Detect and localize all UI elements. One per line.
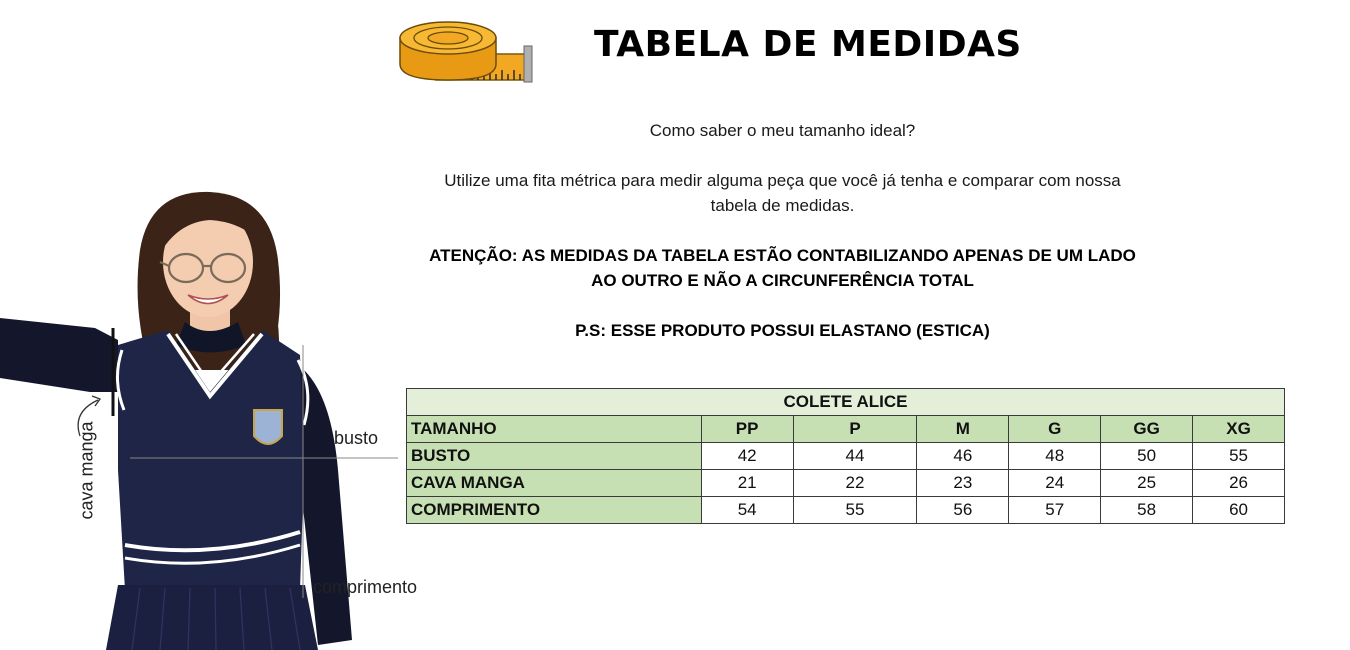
table-cell: 26	[1193, 470, 1285, 497]
measuring-instruction: Utilize uma fita métrica para medir alguma peça que você já tenha e comparar com nossa tabela de medidas.	[444, 171, 1121, 215]
row-label: COMPRIMENTO	[407, 497, 702, 524]
table-cell: 48	[1009, 443, 1101, 470]
header-size: GG	[1101, 416, 1193, 443]
table-cell: 50	[1101, 443, 1193, 470]
header-size: G	[1009, 416, 1101, 443]
table-caption-row	[407, 389, 1285, 416]
table-cell: 25	[1101, 470, 1193, 497]
table-cell: 57	[1009, 497, 1101, 524]
table-cell: 46	[917, 443, 1009, 470]
table-cell: 24	[1009, 470, 1101, 497]
header-size-label: TAMANHO	[407, 416, 702, 443]
comprimento-label: comprimento	[313, 577, 418, 597]
skirt	[106, 585, 318, 650]
table-cell: 23	[917, 470, 1009, 497]
size-question: Como saber o meu tamanho ideal?	[649, 121, 916, 140]
cava-manga-label: cava manga	[76, 421, 97, 520]
elastane-note: P.S: ESSE PRODUTO POSSUI ELASTANO (ESTICA)	[575, 321, 990, 340]
row-label: CAVA MANGA	[407, 470, 702, 497]
page-title: TABELA DE MEDIDAS	[594, 24, 1022, 65]
table-cell: 60	[1193, 497, 1285, 524]
table-cell: 42	[701, 443, 793, 470]
header-size: P	[793, 416, 917, 443]
header-size: M	[917, 416, 1009, 443]
header-size: PP	[701, 416, 793, 443]
table-row	[407, 470, 1285, 497]
size-table	[406, 388, 1285, 524]
row-label: BUSTO	[407, 443, 702, 470]
model-arm	[0, 318, 118, 392]
table-cell: 21	[701, 470, 793, 497]
table-caption: COLETE ALICE	[407, 389, 1285, 416]
table-cell: 58	[1101, 497, 1193, 524]
table-header-row	[407, 416, 1285, 443]
table-cell: 55	[1193, 443, 1285, 470]
crest-badge	[254, 410, 282, 444]
table-cell: 54	[701, 497, 793, 524]
table-cell: 22	[793, 470, 917, 497]
header-size: XG	[1193, 416, 1285, 443]
measuring-tape-icon	[396, 16, 536, 86]
table-cell: 55	[793, 497, 917, 524]
table-cell: 56	[917, 497, 1009, 524]
table-row	[407, 443, 1285, 470]
busto-label: busto	[334, 428, 379, 448]
table-row	[407, 497, 1285, 524]
table-cell: 44	[793, 443, 917, 470]
measurement-warning: ATENÇÃO: AS MEDIDAS DA TABELA ESTÃO CONTABILIZANDO APENAS DE UM LADO AO OUTRO E NÃO A CIRCUNFERÊNCIA TOTAL	[429, 246, 1136, 290]
model-figure	[0, 185, 360, 650]
